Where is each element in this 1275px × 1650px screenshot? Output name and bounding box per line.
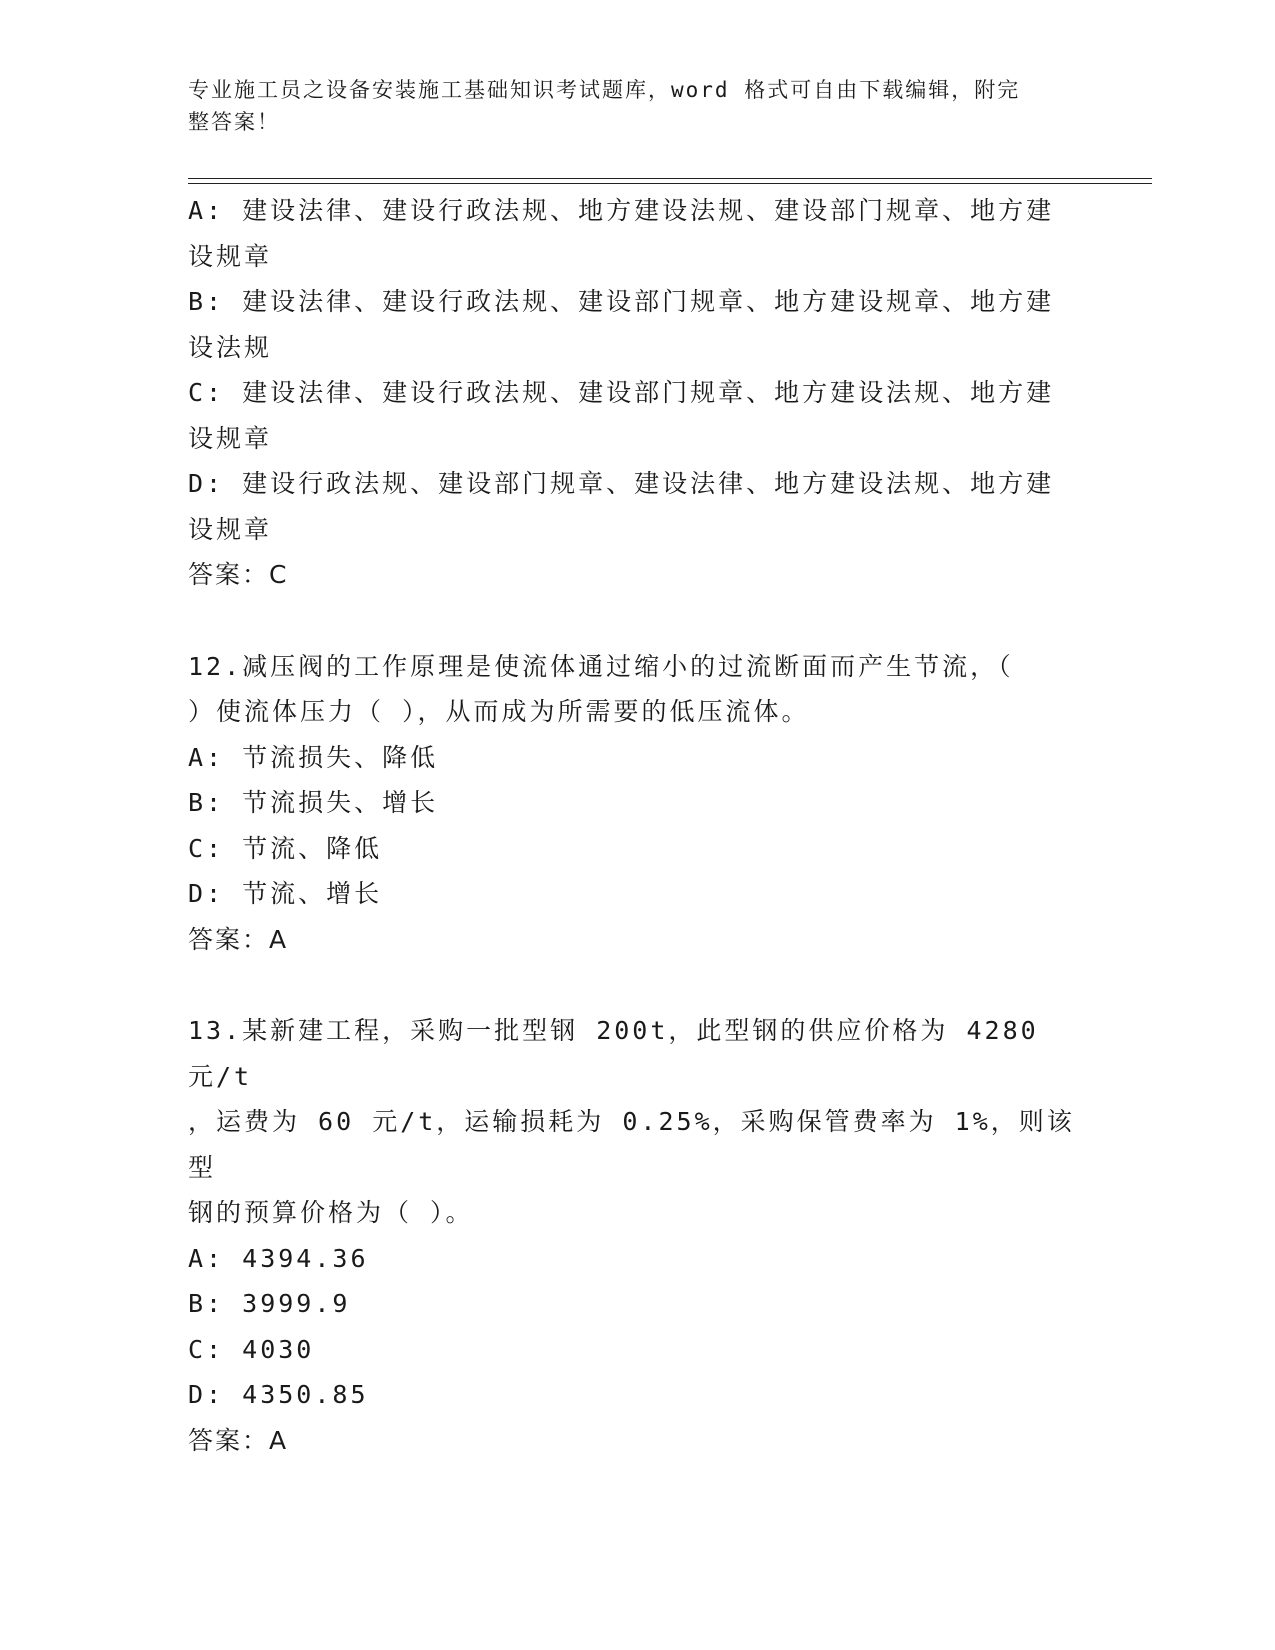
q11-option-d-line-2: 设规章 xyxy=(188,514,273,544)
q11-option-b-line-2: 设法规 xyxy=(188,332,273,362)
q13-option-c: C: 4030 xyxy=(188,1334,315,1364)
q13-stem-line-1: 13.某新建工程，采购一批型钢 200t，此型钢的供应价格为 4280 元/t xyxy=(188,1016,1057,1091)
questions-body xyxy=(188,188,1088,1463)
q12-option-b: B: 节流损失、增长 xyxy=(188,788,439,817)
header-divider-top xyxy=(188,178,1152,179)
q12-answer: 答案：A xyxy=(188,924,289,954)
q11-option-b-line-1: B: 建设法律、建设行政法规、建设部门规章、地方建设规章、地方建 xyxy=(188,287,1055,316)
q13-answer: 答案：A xyxy=(188,1425,289,1455)
q13-option-a: A: 4394.36 xyxy=(188,1243,369,1273)
q11-option-c-line-1: C: 建设法律、建设行政法规、建设部门规章、地方建设法规、地方建 xyxy=(188,378,1055,407)
header-divider-bottom xyxy=(188,183,1152,184)
q11-option-a-line-2: 设规章 xyxy=(188,241,273,271)
question-13 xyxy=(188,1008,1088,1463)
question-12 xyxy=(188,644,1088,963)
header-line-1: 专业施工员之设备安装施工基础知识考试题库，word 格式可自由下载编辑，附完 xyxy=(188,78,1021,102)
q13-option-d: D: 4350.85 xyxy=(188,1380,369,1409)
q11-answer: 答案：C xyxy=(188,560,289,589)
header-line-2: 整答案！ xyxy=(188,110,280,134)
q12-stem-line-2: ）使流体压力（ ），从而成为所需要的低压流体。 xyxy=(188,697,810,726)
q12-stem-line-1: 12.减压阀的工作原理是使流体通过缩小的过流断面而产生节流，（ xyxy=(188,651,1014,681)
q12-option-d: D: 节流、增长 xyxy=(188,879,383,908)
document-header xyxy=(188,74,1088,138)
spacer xyxy=(188,962,1088,1008)
q13-option-b: B: 3999.9 xyxy=(188,1289,351,1318)
q12-option-a: A: 节流损失、降低 xyxy=(188,742,439,772)
q11-option-c-line-2: 设规章 xyxy=(188,423,273,453)
q13-stem-line-2: ，运费为 60 元/t，运输损耗为 0.25%，采购保管费率为 1%，则该型 xyxy=(188,1107,1075,1182)
spacer xyxy=(188,598,1088,644)
q13-stem-line-3: 钢的预算价格为（ ）。 xyxy=(188,1198,474,1227)
q12-option-c: C: 节流、降低 xyxy=(188,833,383,863)
q11-option-a-line-1: A: 建设法律、建设行政法规、地方建设法规、建设部门规章、地方建 xyxy=(188,196,1055,225)
question-11 xyxy=(188,188,1088,598)
q11-option-d-line-1: D: 建设行政法规、建设部门规章、建设法律、地方建设法规、地方建 xyxy=(188,469,1055,498)
